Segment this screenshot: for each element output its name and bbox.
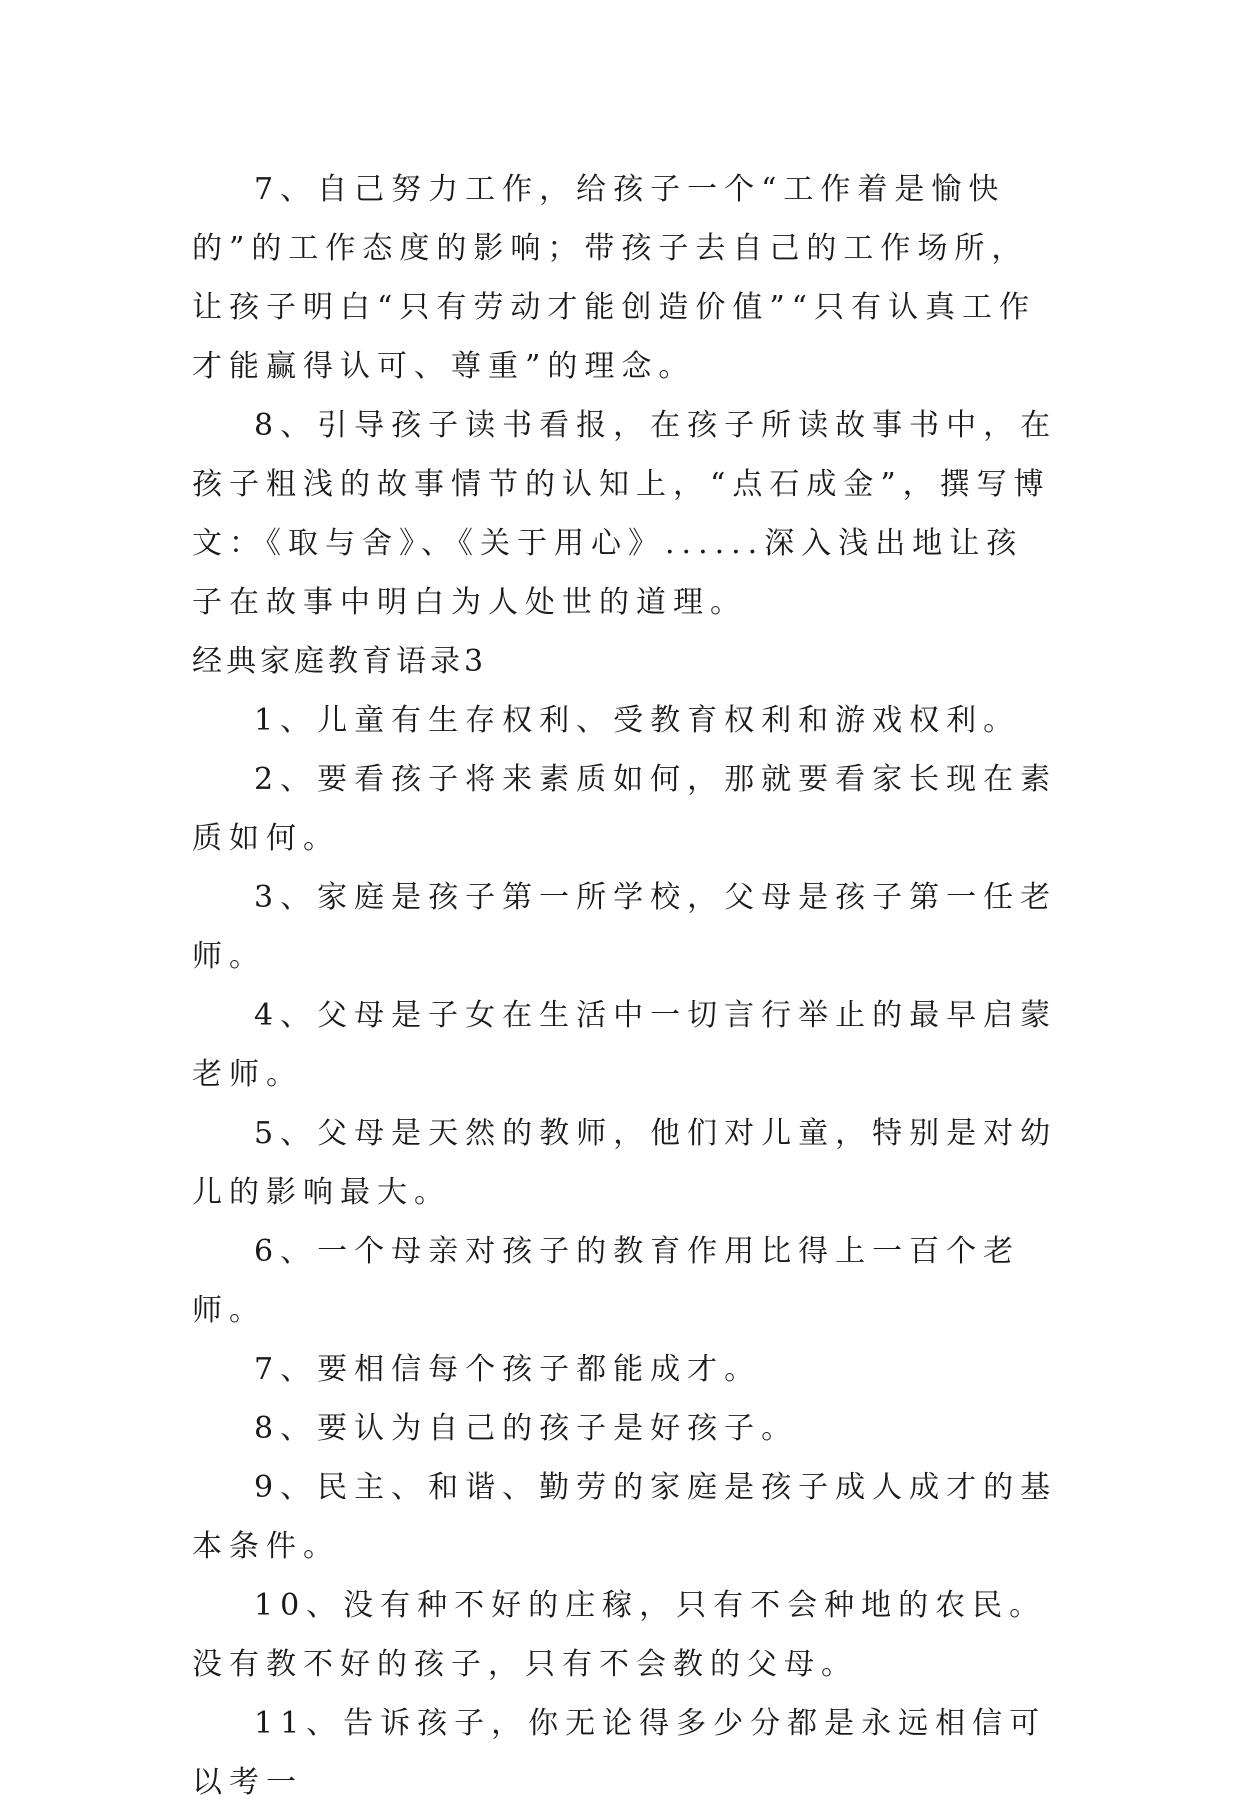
list-item: 8、要认为自己的孩子是好孩子。: [254, 1411, 799, 1446]
list-item: 9、民主、和谐、勤劳的家庭是孩子成人成才的基本条件。: [192, 1470, 1058, 1564]
list-item: 6、一个母亲对孩子的教育作用比得上一百个老师。: [192, 1234, 1021, 1328]
list-item: 2、要看孩子将来素质如何，那就要看家长现在素质如何。: [192, 762, 1058, 856]
document-body: [192, 160, 1060, 1812]
section-title: 经典家庭教育语录3: [192, 644, 488, 679]
list-item: 7、要相信每个孩子都能成才。: [254, 1352, 762, 1387]
list-item: 1、儿童有生存权利、受教育权利和游戏权利。: [254, 703, 1021, 738]
list-item: 3、家庭是孩子第一所学校，父母是孩子第一任老师。: [192, 880, 1058, 974]
list-item: 5、父母是天然的教师，他们对儿童，特别是对幼儿的影响最大。: [192, 1116, 1058, 1210]
list-item: 10、没有种不好的庄稼，只有不会种地的农民。没有教不好的孩子，只有不会教的父母。: [192, 1588, 1047, 1682]
paragraph-item-7: 7、自己努力工作，给孩子一个“工作着是愉快的”的工作态度的影响；带孩子去自己的工作场所，让孩子明白“只有劳动才能创造价值”“只有认真工作才能赢得认可、尊重”的理念。: [192, 172, 1037, 384]
list-item: 4、父母是子女在生活中一切言行举止的最早启蒙老师。: [192, 998, 1058, 1092]
paragraph-item-8: 8、引导孩子读书看报，在孩子所读故事书中，在孩子粗浅的故事情节的认知上，“点石成金”，撰写博文：《取与舍》、《关于用心》......深入浅出地让孩子在故事中明白为人处世的道理。: [192, 408, 1058, 620]
list-item: 11、告诉孩子，你无论得多少分都是永远相信可以考一: [192, 1706, 1047, 1800]
